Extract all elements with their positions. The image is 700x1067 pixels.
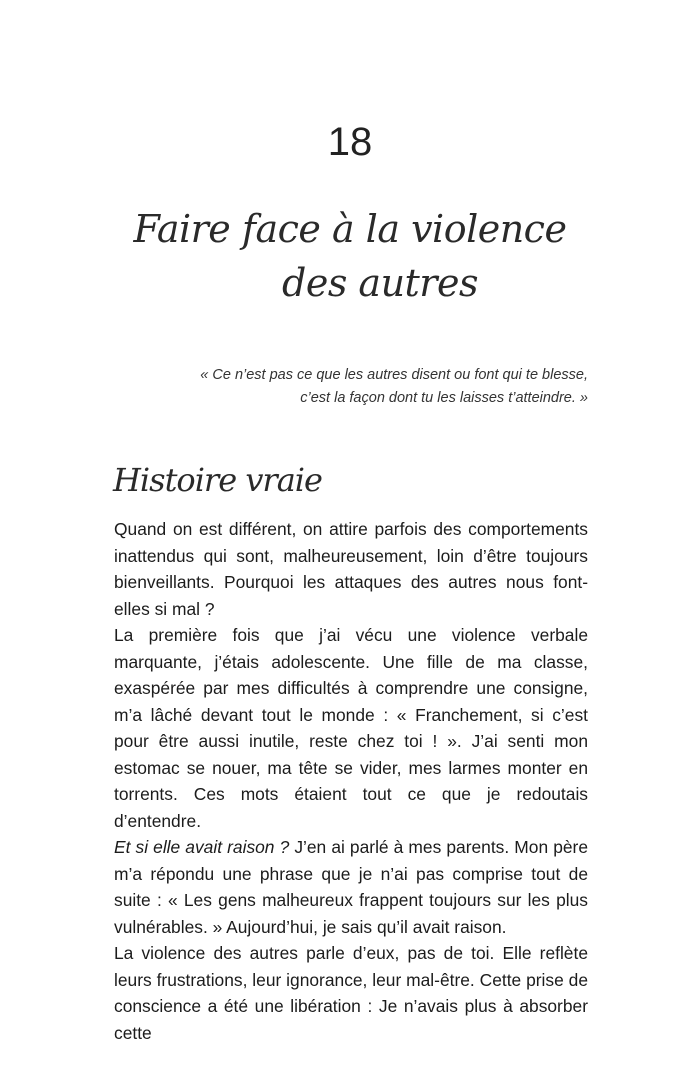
- epigraph-line1: « Ce n’est pas ce que les autres disent ou font qui te blesse,: [200, 367, 588, 383]
- paragraph-3-text: J’en ai parlé à mes parents. Mon père m’a répondu une phrase que je n’ai pas comprise tout de suite : « Les gens malheureux frappent toujours sur les plus vulnérables. » Aujourd’hui, je sais qu’il avait raison.: [114, 837, 589, 937]
- paragraph-3: [114, 834, 588, 940]
- chapter-title: [0, 202, 700, 310]
- body-text: [114, 516, 588, 1046]
- chapter-number: 18: [327, 120, 373, 164]
- chapter-title-line1: Faire face à la violence: [133, 207, 567, 251]
- chapter-title-line2: des autres: [282, 261, 478, 305]
- epigraph-quote: [168, 364, 588, 410]
- epigraph-line2: c’est la façon dont tu les laisses t’atteindre. »: [300, 390, 588, 406]
- paragraph-4: La violence des autres parle d’eux, pas de toi. Elle reflète leurs frustrations, leur ignorance, leur mal-être. Cette prise de conscience a été une libération : Je n’avais plus à absorber cette: [114, 943, 588, 1043]
- section-heading: Histoire vraie: [113, 461, 322, 499]
- paragraph-3-italic: Et si elle avait raison ?: [114, 837, 290, 857]
- paragraph-2: La première fois que j’ai vécu une violence verbale marquante, j’étais adolescente. Une fille de ma classe, exaspérée par mes difficultés à comprendre une consigne, m’a lâché devant tout le monde : « Franchement, si c’est pour être aussi inutile, reste chez toi ! ». J’ai senti mon estomac se nouer, ma tête se vider, mes larmes monter en torrents. Ces mots étaient tout ce que je redoutais d’entendre.: [114, 625, 588, 831]
- paragraph-1: Quand on est différent, on attire parfois des comportements inattendus qui sont, malheureusement, loin d’être toujours bienveillants. Pourquoi les attaques des autres nous font-elles si mal ?: [114, 519, 588, 619]
